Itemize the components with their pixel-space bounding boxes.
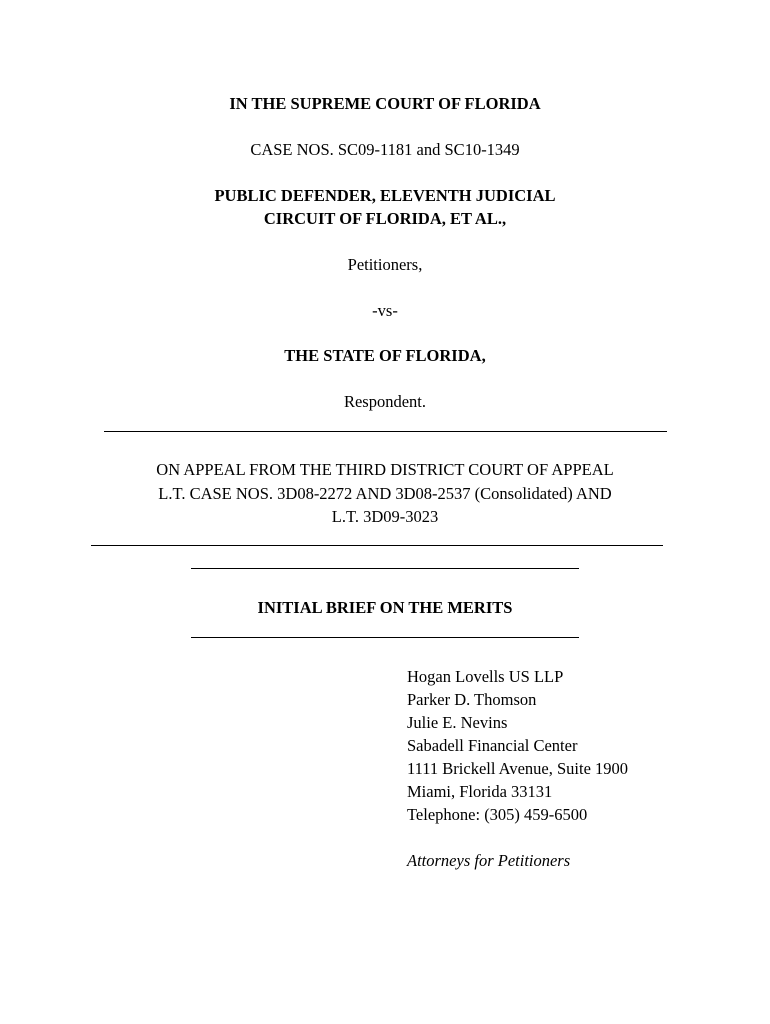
attorney-name: Julie E. Nevins xyxy=(407,713,508,732)
brief-title: INITIAL BRIEF ON THE MERITS xyxy=(257,598,513,617)
petitioner-name-line1: PUBLIC DEFENDER, ELEVENTH JUDICIAL xyxy=(214,186,556,205)
telephone-number: Telephone: (305) 459-6500 xyxy=(407,805,588,824)
building-name: Sabadell Financial Center xyxy=(407,736,578,755)
case-numbers: CASE NOS. SC09-1181 and SC10-1349 xyxy=(250,140,520,159)
city-state-zip: Miami, Florida 33131 xyxy=(407,782,553,801)
appeal-line1: ON APPEAL FROM THE THIRD DISTRICT COURT OF APPEAL xyxy=(156,460,614,479)
respondent-name: THE STATE OF FLORIDA, xyxy=(284,346,486,365)
title-divider xyxy=(191,637,579,638)
street-address: 1111 Brickell Avenue, Suite 1900 xyxy=(407,759,629,778)
counsel-block xyxy=(407,665,747,872)
petitioner-role: Petitioners, xyxy=(347,255,423,274)
petitioner-name-line2: CIRCUIT OF FLORIDA, ET AL., xyxy=(263,209,507,228)
caption-divider xyxy=(104,431,667,432)
spacer xyxy=(407,826,747,849)
attorney-name: Parker D. Thomson xyxy=(407,690,537,709)
appeal-divider-short xyxy=(191,568,579,569)
appeal-divider-long xyxy=(91,545,663,546)
respondent-role: Respondent. xyxy=(343,392,427,411)
versus-label: -vs- xyxy=(372,301,398,320)
appeal-line3: L.T. 3D09-3023 xyxy=(331,507,439,526)
law-firm-name: Hogan Lovells US LLP xyxy=(407,667,564,686)
court-heading: IN THE SUPREME COURT OF FLORIDA xyxy=(229,94,541,113)
counsel-designation: Attorneys for Petitioners xyxy=(407,851,571,870)
appeal-line2: L.T. CASE NOS. 3D08-2272 AND 3D08-2537 (Consolidated) AND xyxy=(158,484,612,503)
